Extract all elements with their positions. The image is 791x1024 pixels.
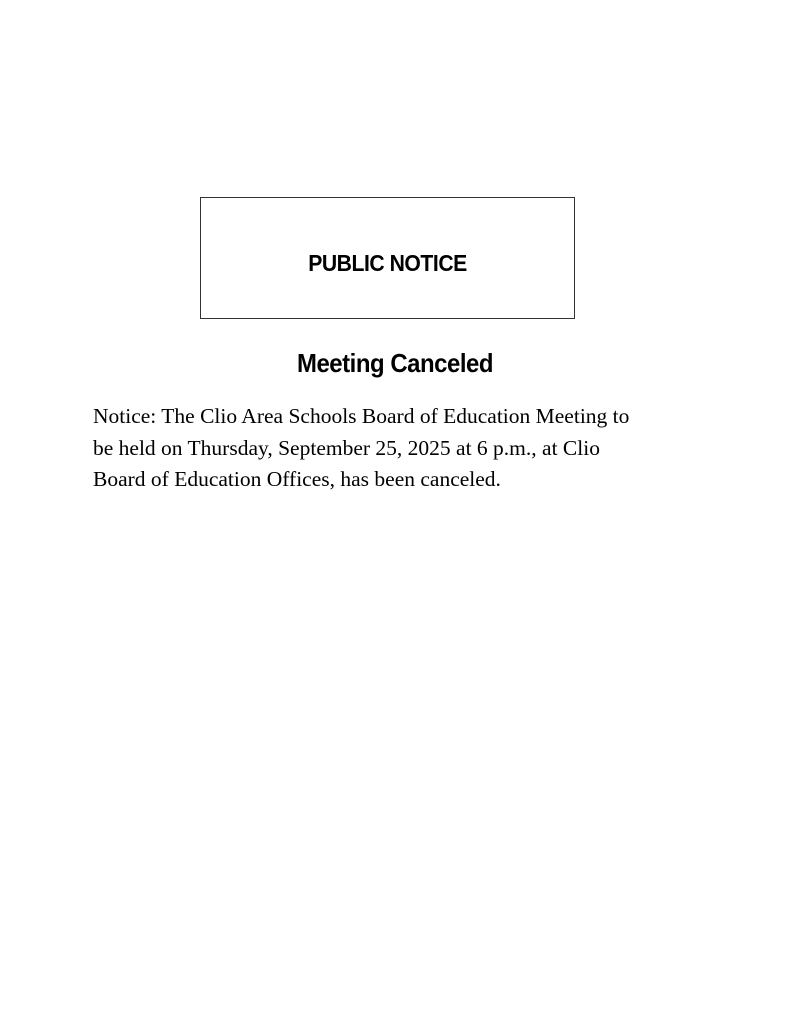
notice-line: Notice: The Clio Area Schools Board of Education Meeting to: [93, 404, 630, 428]
notice-line: be held on Thursday, September 25, 2025 at 6 p.m., at Clio: [93, 435, 600, 460]
meeting-canceled-heading: Meeting Canceled: [296, 348, 494, 378]
notice-line: Board of Education Offices, has been canceled.: [93, 467, 501, 491]
public-notice-box: [200, 197, 575, 319]
public-notice-title: PUBLIC NOTICE: [308, 250, 467, 276]
notice-body: [93, 401, 713, 496]
